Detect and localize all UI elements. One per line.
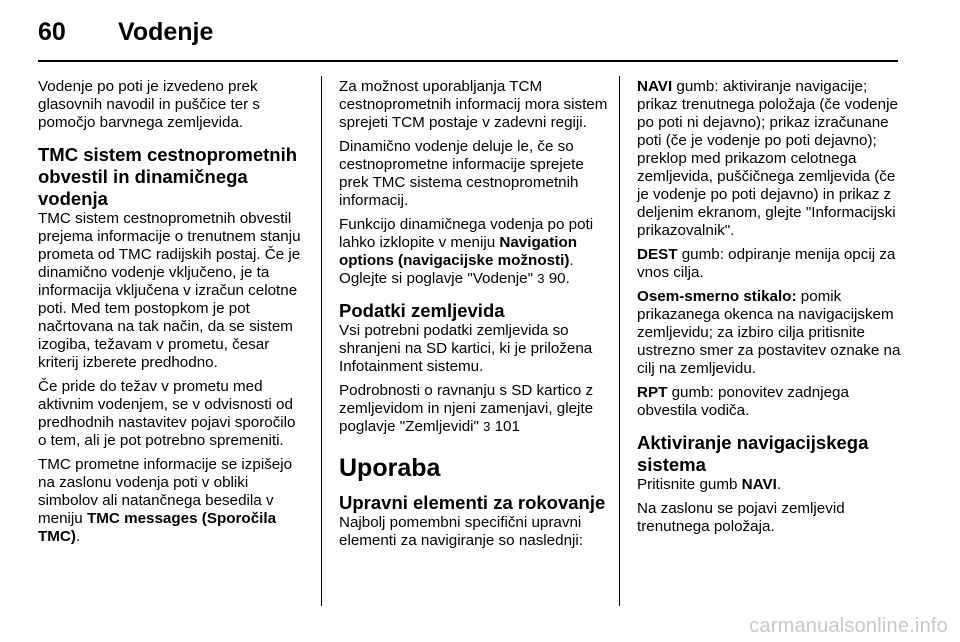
navi-button-label: NAVI [637,78,673,95]
tmc-paragraph-3-end: . [75,528,81,545]
tmc-messages-menu-label: TMC messages (Sporočila TMC) [38,510,277,545]
dynamic-guidance-paragraph: Dinamično vodenje deluje le, če so cestnoprometne informacije sprejete prek TMC sistema cestnoprometnih informacij. [339,138,584,209]
column-1 [38,78,308,552]
section-heading-usage: Uporaba [339,454,441,482]
page-ref-icon: 3 [483,419,491,434]
eight-way-switch-description [637,288,909,378]
controls-paragraph: Najbolj pomembni specifični upravni elementi za navigiranje so naslednji: [339,514,583,549]
press-navi-paragraph [637,476,909,494]
sd-card-text: Podrobnosti o ravnanju s SD kartico z zemljevidom in njeni zamenjavi, glejte poglavje "Zemljevidi" [339,382,594,435]
page-ref-icon: 3 [537,271,545,286]
navigation-options-menu-label: Navigation options (navigacijske možnosti) [339,234,578,269]
navi-button-text: gumb: aktiviranje navigacije; prikaz trenutnega položaja (če vodenje po poti ni dejavno); prikaz izračunane poti (če je vodenje po poti dejavno); preklop med prikazom celotnega zemljevida, puščičnega zemljevida (če je vodenje po poti dejavno) in prikaz z deljenim ekranom, glejte "Informacijski prikazovalnik". [637,78,898,239]
map-appears-paragraph: Na zaslonu se pojavi zemljevid trenutnega položaja. [637,500,845,535]
sd-card-paragraph [339,382,609,436]
guidance-ref-page: 90. [544,270,570,287]
header-rule [38,60,898,62]
press-navi-text: Pritisnite gumb [637,476,742,493]
watermark: carmanualsonline.info [749,615,948,637]
dest-button-description [637,246,909,282]
tmc-paragraph-2: Če pride do težav v prometu med aktivnim vodenjem, se v odvisnosti od predhodnih nastavitev pojavi sporočilo o tem, ali je pot potrebno spremeniti. [38,378,296,449]
section-heading-activate-navigation: Aktiviranje navigacijskega sistema [637,432,869,475]
tmc-paragraph-1: TMC sistem cestnoprometnih obvestil prejema informacije o trenutnem stanju prometa od TMC radijskih postaj. Če je dinamično vodenje vključeno, je ta informacija vključena v izračun celotne poti. Med tem postopkom je pot načrtovana na tak način, da se sistem izogiba, težavam v prometu, česar kriterij izberete predhodno. [38,210,301,371]
dest-button-label: DEST [637,246,678,263]
column-divider-1 [321,76,322,606]
section-heading-map-data: Podatki zemljevida [339,300,505,321]
sd-card-ref-page: 101 [490,418,520,435]
guidance-ref-text: Oglejte si poglavje "Vodenje" [339,270,538,287]
intro-paragraph: Vodenje po poti je izvedeno prek glasovnih navodil in puščice ter s pomočjo barvnega zemljevida. [38,78,261,131]
press-navi-button-label: NAVI [741,476,777,493]
map-data-paragraph: Vsi potrebni podatki zemljevida so shranjeni na SD kartici, ki je priložena Infotainment sistemu. [339,322,593,375]
rpt-button-label: RPT [637,384,668,401]
tmc-paragraph-3-text: TMC prometne informacije se izpišejo na zaslonu vodenja poti v obliki simbolov ali natančnega besedila v meniju [38,456,293,527]
page-header [38,12,213,52]
column-divider-2 [619,76,620,606]
tmc-paragraph-3 [38,456,308,546]
disable-guidance-end: . [569,252,574,269]
press-navi-end: . [776,476,782,493]
column-3 [637,78,909,542]
rpt-button-description [637,384,909,420]
tcm-paragraph: Za možnost uporabljanja TCM cestnoprometnih informacij mora sistem sprejeti TCM postaje v zadevni regiji. [339,78,608,131]
eight-way-switch-text: pomik prikazanega okenca na navigacijskem zemljevidu; za izbiro cilja pritisnite ustrezno smer za postavitev oznake na cilj na zemljevidu. [637,288,901,377]
navi-button-description [637,78,909,240]
rpt-button-text: gumb: ponovitev zadnjega obvestila vodiča. [637,384,849,419]
disable-guidance-paragraph [339,216,609,288]
column-2 [339,78,609,556]
disable-guidance-text: Funkcijo dinamičnega vodenja po poti lahko izklopite v meniju [339,216,594,251]
page-number: 60 [38,17,66,46]
section-heading-tmc: TMC sistem cestnoprometnih obvestil in dinamičnega vodenja [38,144,298,209]
dest-button-text: gumb: odpiranje menija opcij za vnos cilja. [637,246,896,281]
chapter-title: Vodenje [118,17,214,46]
eight-way-switch-label: Osem-smerno stikalo: [637,288,797,305]
section-heading-controls: Upravni elementi za rokovanje [339,492,606,513]
